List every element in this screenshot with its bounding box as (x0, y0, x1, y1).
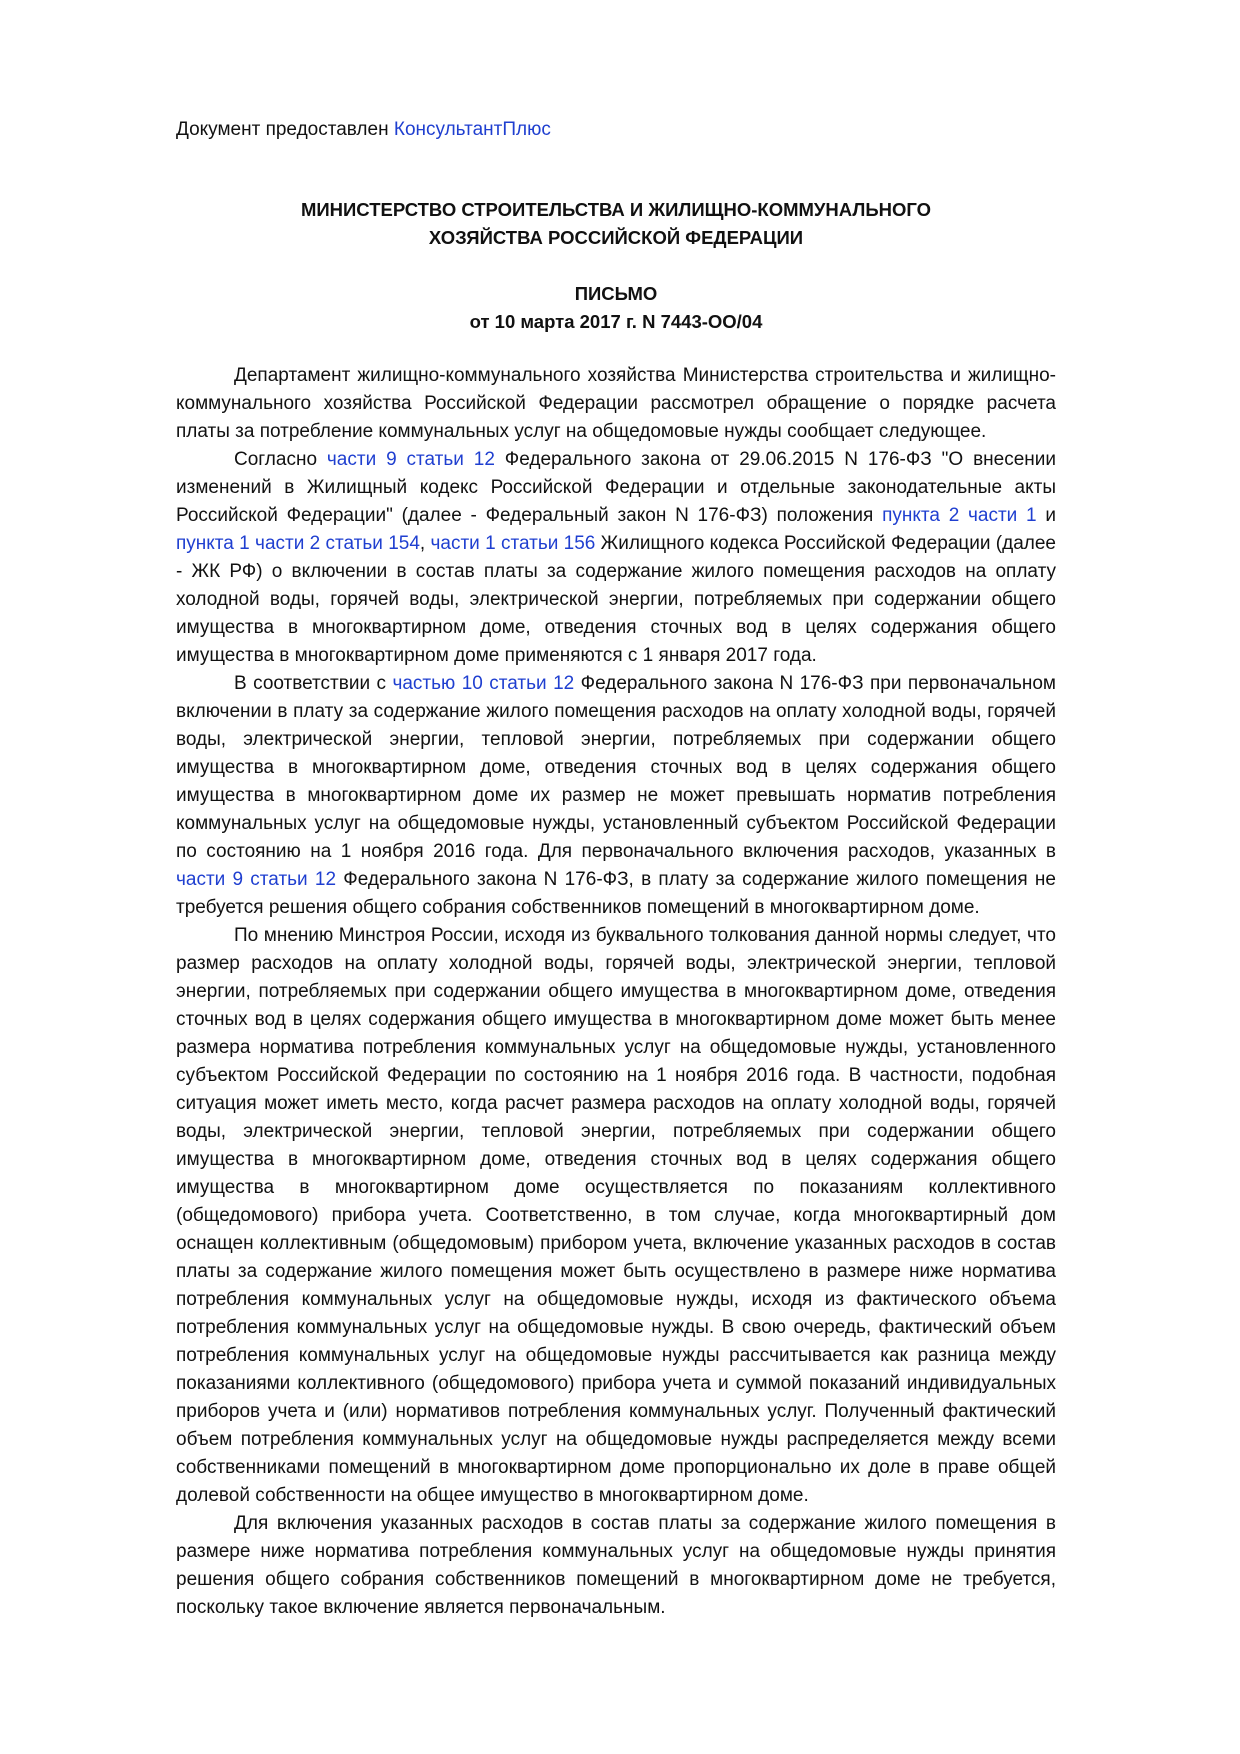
doc-date-number: от 10 марта 2017 г. N 7443-ОО/04 (469, 311, 763, 332)
paragraph-2-text-1: Согласно (234, 449, 327, 470)
paragraph-3-text-1: В соответствии с (234, 673, 393, 694)
paragraph-2-text-4: , (419, 533, 431, 554)
paragraph-4: По мнению Минстроя России, исходя из буквального толкования данной нормы следует, что размер расходов на оплату холодной воды, горячей воды, электрической энергии, тепловой энергии, потребляемых при содержании общего имущества в многоквартирном доме, отведения сточных вод в целях содержания общего имущества в многоквартирном доме может быть менее размера норматива потребления коммунальных услуг на общедомовые нужды, установленного субъектом Российской Федерации по состоянию на 1 ноября 2016 года. В частности, подобная ситуация может иметь место, когда расчет размера расходов на оплату холодной воды, горячей воды, электрической энергии, тепловой энергии, потребляемых при содержании общего имущества в многоквартирном доме, отведения сточных вод в целях содержания общего имущества в многоквартирном доме осуществляется по показаниям коллективного (общедомового) прибора учета. Соответственно, в том случае, когда многоквартирный дом оснащен коллективным (общедомовым) прибором учета, включение указанных расходов в состав платы за содержание жилого помещения может быть осуществлено в размере ниже норматива потребления коммунальных услуг на общедомовые нужды, исходя из фактического объема потребления коммунальных услуг на общедомовые нужды. В свою очередь, фактический объем потребления коммунальных услуг на общедомовые нужды рассчитывается как разница между показаниями коллективного (общедомового) прибора учета и суммой показаний индивидуальных приборов учета и (или) нормативов потребления коммунальных услуг. Полученный фактический объем потребления коммунальных услуг на общедомовые нужды распределяется между всеми собственниками помещений в многоквартирном доме пропорционально их доле в праве общей долевой собственности на общее имущество в многоквартирном доме. (176, 925, 1056, 1506)
link-item-2-part-1[interactable]: пункта 2 части 1 (882, 505, 1037, 526)
consultantplus-link[interactable]: КонсультантПлюс (393, 119, 551, 140)
paragraph-3-text-2: Федерального закона N 176-ФЗ при первоначальном включении в плату за содержание жилого помещения расходов на оплату холодной воды, горячей воды, электрической энергии, тепловой энергии, потребляемых при содержании общего имущества в многоквартирном доме, отведения сточных вод в целях содержания общего имущества в многоквартирном доме их размер не может превышать норматив потребления коммунальных услуг на общедомовые нужды, установленный субъектом Российской Федерации по состоянию на 1 ноября 2016 года. Для первоначального включения расходов, указанных в (176, 673, 1056, 862)
paragraph-1: Департамент жилищно-коммунального хозяйства Министерства строительства и жилищно-коммунального хозяйства Российской Федерации рассмотрел обращение о порядке расчета платы за потребление коммунальных услуг на общедомовые нужды сообщает следующее. (176, 365, 1056, 442)
paragraph-2-text-2: Федерального закона от 29.06.2015 N 176-ФЗ "О внесении изменений в Жилищный кодекс Российской Федерации и отдельные законодательные акты Российской Федерации" (далее - Федеральный закон N 176-ФЗ) положения (176, 449, 1057, 526)
doc-type: ПИСЬМО (574, 283, 658, 304)
link-part-9-article-12[interactable]: части 9 статьи 12 (326, 449, 495, 470)
paragraph-3-text-3: Федерального закона N 176-ФЗ, в плату за содержание жилого помещения не требуется решения общего собрания собственников помещений в многоквартирном доме. (176, 869, 1056, 918)
document-title (176, 280, 1056, 336)
paragraph-2-text-5: Жилищного кодекса Российской Федерации (далее - ЖК РФ) о включении в состав платы за содержание жилого помещения расходов на оплату холодной воды, горячей воды, электрической энергии, потребляемых при содержании общего имущества в многоквартирном доме, отведения сточных вод в целях содержания общего имущества в многоквартирном доме применяются с 1 января 2017 года. (176, 533, 1056, 666)
paragraph-3 (176, 670, 1056, 922)
paragraph-2-text-3: и (1036, 505, 1056, 526)
link-part-10-article-12[interactable]: частью 10 статьи 12 (392, 673, 575, 694)
org-line-2: ХОЗЯЙСТВА РОССИЙСКОЙ ФЕДЕРАЦИИ (428, 227, 804, 248)
paragraph-2 (176, 446, 1056, 670)
issuing-organization (176, 196, 1056, 252)
link-part-1-article-156[interactable]: части 1 статьи 156 (430, 533, 596, 554)
link-part-9-article-12-second[interactable]: части 9 статьи 12 (176, 869, 337, 890)
source-line (176, 118, 551, 142)
link-item-1-part-2-article-154[interactable]: пункта 1 части 2 статьи 154 (176, 533, 420, 554)
org-line-1: МИНИСТЕРСТВО СТРОИТЕЛЬСТВА И ЖИЛИЩНО-КОММУНАЛЬНОГО (300, 199, 932, 220)
letter-body (176, 362, 1056, 1622)
paragraph-5: Для включения указанных расходов в состав платы за содержание жилого помещения в размере ниже норматива потребления коммунальных услуг на общедомовые нужды принятия решения общего собрания собственников помещений в многоквартирном доме не требуется, поскольку такое включение является первоначальным. (176, 1513, 1056, 1618)
source-prefix: Документ предоставлен (176, 119, 394, 140)
